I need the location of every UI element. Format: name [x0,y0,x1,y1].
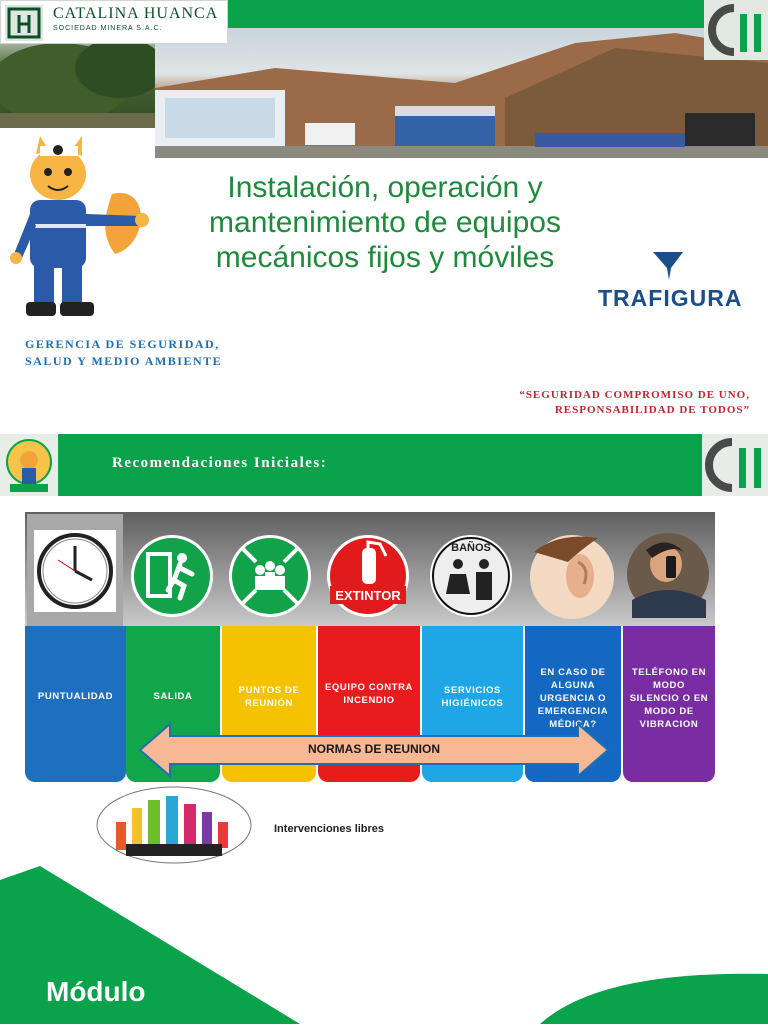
column-puntualidad [25,626,126,782]
department-name [25,336,222,370]
safety-quote [470,388,750,418]
extinguisher-label: EXTINTOR [335,588,401,603]
extinguisher-icon [324,534,412,618]
company-subtitle: SOCIEDAD MINERA S.A.C. [53,25,163,32]
squirrel-mascot-icon [0,134,155,324]
slide1-title: Instalación, operación y mantenimiento de equipos mecánicos fijos y móviles [209,171,561,274]
meeting-point-icon [228,534,312,618]
company-logo-mark [5,5,43,41]
slide2-header-bar [0,434,702,496]
arrow-label: NORMAS DE REUNION [307,742,440,756]
corner-logo-2 [702,434,768,496]
quote-line-2: RESPONSABILIDAD DE TODOS” [554,404,750,416]
phone-icon [626,530,710,618]
mine-site-photo [155,28,768,158]
slide3-title: Módulo [46,976,146,1007]
department-line-1: GERENCIA DE SEGURIDAD, [25,337,220,351]
column-label: SERVICIOS HIGIÉNICOS [441,685,504,709]
slide3-right-shape [540,970,768,1024]
restroom-icon [428,534,514,618]
slide2-title: Recomendaciones Iniciales: [112,455,328,471]
column-label: PUNTOS DE REUNIÓN [238,685,300,709]
restroom-label: BAÑOS [451,542,491,554]
column-label: EQUIPO CONTRA INCENDIO [324,682,414,706]
corner-logo [704,0,768,60]
mascot-badge-icon [0,434,58,496]
company-logo [0,0,228,44]
column-telefono [623,626,715,782]
trafigura-logo: TRAFIGURA [598,285,743,311]
company-name: CATALINA HUANCA [53,5,219,22]
exit-icon [130,534,214,618]
raised-hands-icon [96,786,252,864]
free-interventions-label: Intervenciones libres [274,823,385,835]
column-label: EN CASO DE ALGUNA URGENCIA O EMERGENCIA MÉDICA? [537,667,609,730]
clock-icon [34,530,116,612]
column-label: PUNTUALIDAD [37,691,114,702]
column-label: TELÉFONO EN MODO SILENCIO O EN MODO DE VIBRACION [629,667,709,730]
slide3-green-shape [0,866,300,1024]
ear-icon [528,532,616,622]
column-label: SALIDA [153,691,193,702]
department-line-2: SALUD Y MEDIO AMBIENTE [25,354,223,368]
quote-line-1: “SEGURIDAD COMPROMISO DE UNO, [519,389,750,401]
